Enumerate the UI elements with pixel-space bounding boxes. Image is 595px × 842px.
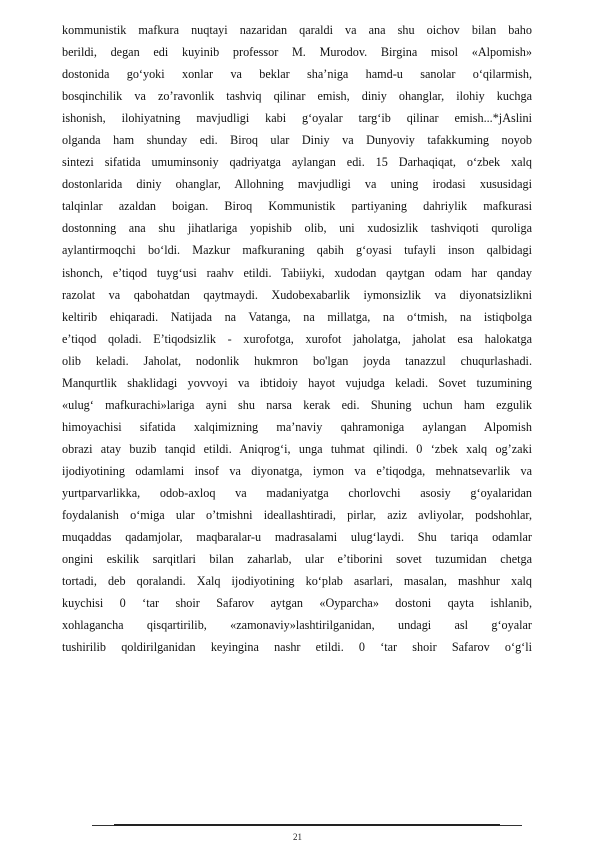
text-line: xohlagancha qisqartirilib, «zamonaviy»lashtirilganidan, undagi asl g‘oyalar — [62, 618, 532, 633]
text-line: «ulug‘ mafkurachi»lariga ayni shu narsa kerak edi. Shuning uchun ham ezgulik — [62, 397, 532, 412]
text-line: aylantirmoqchi bo‘ldi. Mazkur mafkuraning qabih g‘oyasi tufayli inson qalbidagi — [62, 243, 532, 258]
text-line: foydalanish o‘miga ular o’tmishni ideallashtiradi, pirlar, aziz avliyolar, podshohlar, — [62, 508, 532, 523]
text-line: talqinlar azaldan boigan. Biroq Kommunistik partiyaning dahriylik mafkurasi — [62, 199, 532, 214]
text-line: dostonida go‘yoki xonlar va beklar sha’niga hamd-u sanolar o‘qilarmish, — [62, 67, 532, 82]
text-line: yurtparvarlikka, odob-axloq va madaniyatga chorlovchi asosiy g‘oyalaridan — [62, 485, 532, 500]
text-line: himoyachisi sifatida xalqimizning ma’naviy qahramoniga aylangan Alpomish — [62, 419, 532, 434]
text-line: dostonning ana shu jihatlariga yopishib olib, uni xudosizlik tashviqoti quroliga — [62, 221, 532, 236]
text-line: bosqinchilik va zo’ravonlik tashviq qilinar emish, diniy ohanglar, ilohiy kuchga — [62, 89, 532, 104]
text-line: muqaddas qadamjolar, maqbaralar-u madrasalami ulug‘laydi. Shu tariqa odamlar — [62, 530, 532, 545]
footer-divider-accent — [114, 824, 500, 826]
body-text — [62, 19, 532, 658]
text-line: berildi, degan edi kuyinib professor M. Murodov. Birgina misol «Alpomish» — [62, 45, 532, 60]
text-line: razolat va qabohatdan qaytmaydi. Xudobexabarlik iymonsizlik va diyonatsizlikni — [62, 287, 532, 302]
text-line: ishonish, ilohiyatning mavjudligi kabi g‘oyalar targ‘ib qilinar emish...*jAslini — [62, 111, 532, 126]
text-line: obrazi atay buzib tanqid etildi. Aniqrog‘i, unga tuhmat qilindi. 0 ‘zbek xalq og’zaki — [62, 441, 532, 456]
text-line: kommunistik mafkura nuqtayi nazaridan qaraldi va ana shu oichov bilan baho — [62, 23, 532, 37]
text-line: ishonch, e’tiqod tuyg‘usi raahv etildi. Tabiiyki, xudodan qaytgan odam har qanday — [62, 265, 532, 280]
text-line: olib keladi. Jaholat, nodonlik hukmron bo'lgan joyda tanazzul chuqurlashadi. — [62, 353, 532, 368]
text-line: sintezi sifatida umuminsoniy qadriyatga aylangan edi. 15 Darhaqiqat, o‘zbek xalq — [62, 155, 532, 170]
text-line: ijodiyotining odamlami insof va diyonatga, iymon va e’tiqodga, mehnatsevarlik va — [62, 463, 532, 478]
page-number: 21 — [293, 832, 302, 842]
text-line: keltirib ehiqaradi. Natijada na Vatanga, na millatga, na o‘tmish, na istiqbolga — [62, 309, 532, 324]
text-line: Manqurtlik shaklidagi yovvoyi va ibtidoiy hayot vujudga keladi. Sovet tuzumining — [62, 375, 532, 390]
text-line: olganda ham shunday edi. Biroq ular Diniy va Dunyoviy tafakkuming noyob — [62, 133, 532, 148]
text-line: e’tiqod qoladi. E’tiqodsizlik - xurofotga, xurofot jaholatga, jaholat esa halokatga — [62, 331, 532, 346]
text-line: ongini eskilik sarqitlari bilan zaharlab, ular e’tiborini sovet tuzumidan chetga — [62, 552, 532, 567]
text-line: tortadi, deb qoralandi. Xalq ijodiyotining ko‘plab asarlari, masalan, mashhur xalq — [62, 574, 532, 589]
text-line: tushirilib qoldirilganidan keyingina nashr etildi. 0 ‘tar shoir Safarov o‘g‘li — [62, 640, 532, 655]
text-line: kuychisi 0 ‘tar shoir Safarov aytgan «Oyparcha» dostoni qayta ishlanib, — [62, 596, 532, 611]
text-line: dostonlarida diniy ohanglar, Allohning mavjudligi va uning irodasi xususidagi — [62, 177, 532, 192]
